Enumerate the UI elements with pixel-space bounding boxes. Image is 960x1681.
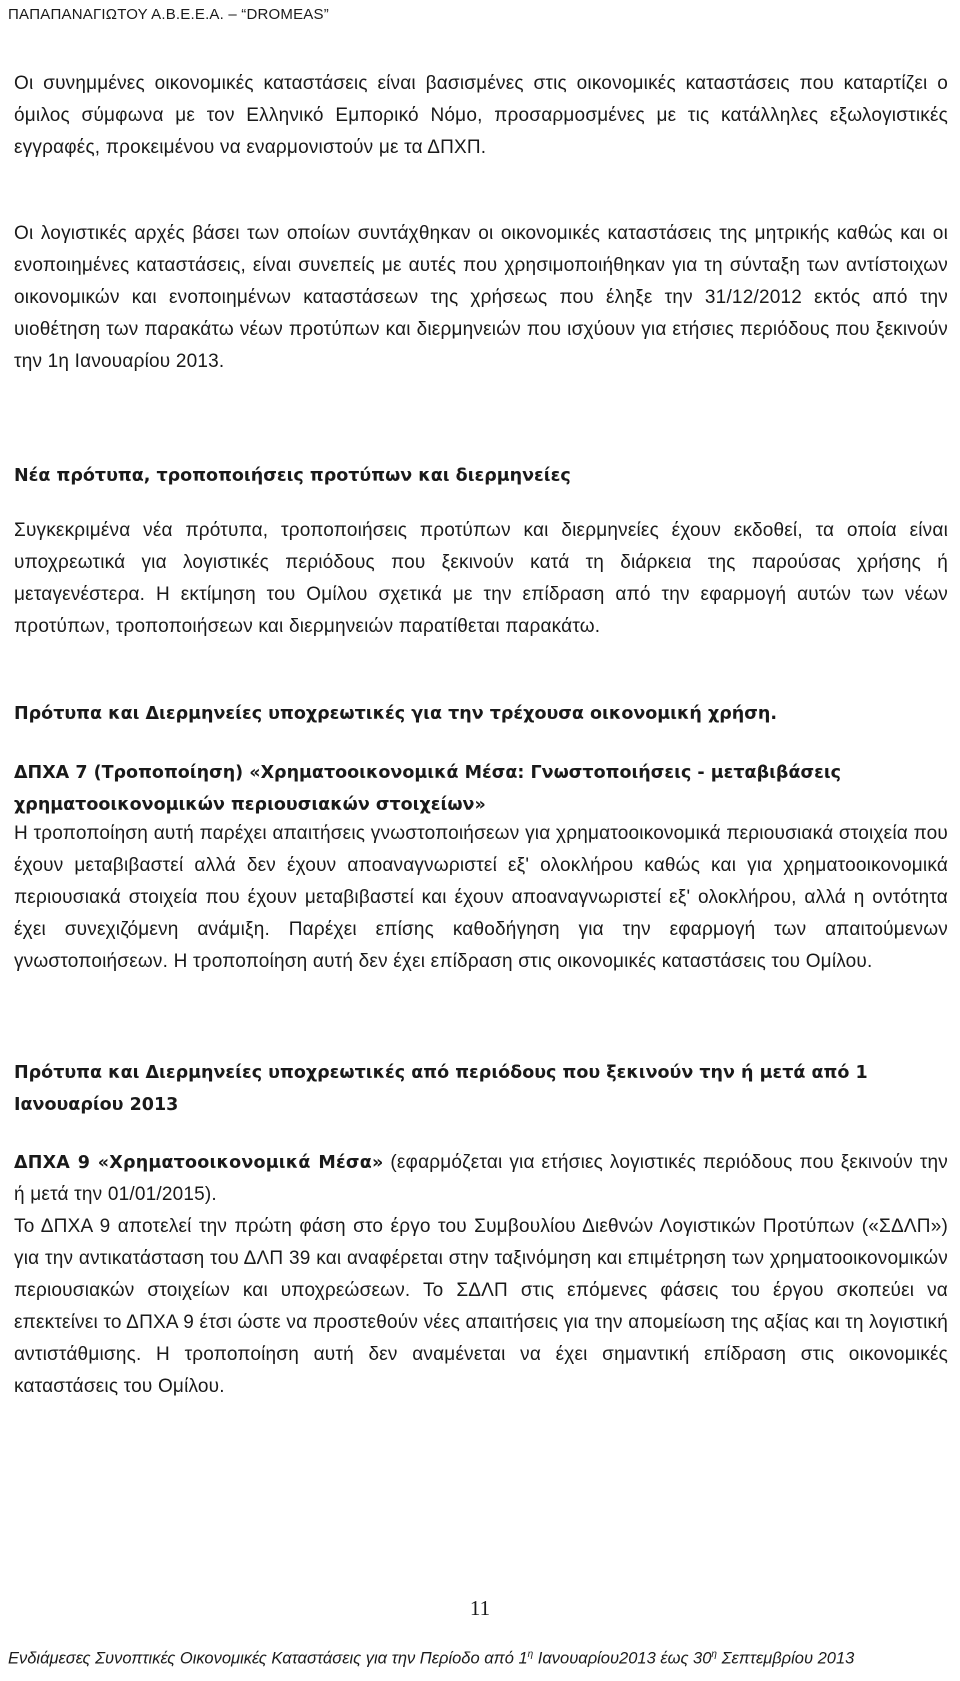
footer-superscript-1: η (527, 1649, 534, 1660)
footer-text-part3: Σεπτεμβρίου 2013 (716, 1649, 855, 1668)
footer-text-part1: Ενδιάμεσες Συνοπτικές Οικονομικές Καταστάσεις για την Περίοδο από 1 (8, 1649, 528, 1668)
page-header: ΠΑΠΑΠΑΝΑΓΙΩΤΟΥ Α.Β.Ε.Ε.Α. – “DROMEAS” (8, 6, 329, 23)
footer-superscript-2: η (711, 1649, 717, 1660)
ifrs9-title: ΔΠΧΑ 9 «Χρηματοοικονομικά Μέσα» (14, 1153, 384, 1173)
page-footer (8, 1649, 952, 1669)
paragraph-ifrs9: Το ΔΠΧΑ 9 αποτελεί την πρώτη φάση στο έργο του Συμβουλίου Διεθνών Λογιστικών Προτύπων («ΣΔΛΠ») για την αντικατάσταση του ΔΛΠ 39 και αναφέρεται στην ταξινόμηση και επιμέτρηση των χρηματοοικονομικών περιουσιακών στοιχείων και υποχρεώσεων. Το ΣΔΛΠ στις επόμενες φάσεις του έργου σκοπεύει να επεκτείνει το ΔΠΧΑ 9 έτσι ώστε να προστεθούν νέες απαιτήσεις για την απομείωση της αξίας και τη λογιστική αντιστάθμισης. Η τροποποίηση αυτή δεν αναμένεται να έχει σημαντική επίδραση στις οικονομικές καταστάσεις του Ομίλου. (14, 1216, 948, 1397)
paragraph-ifrs7: Η τροποποίηση αυτή παρέχει απαιτήσεις γνωστοποιήσεων για χρηματοοικονομικά περιουσιακά στοιχεία που έχουν μεταβιβαστεί αλλά δεν έχουν αποαναγνωριστεί εξ' ολοκλήρου καθώς και για χρηματοοικονομικά περιουσιακά στοιχεία που έχουν μεταβιβαστεί και έχουν αποαναγνωριστεί εξ' ολοκλήρου, αλλά η οντότητα έχει συνεχιζόμενη ανάμιξη. Παρέχει επίσης καθοδήγηση για την εφαρμογή των απαιτούμενων γνωστοποιήσεων. Η τροποποίηση αυτή δεν έχει επίδραση στις οικονομικές καταστάσεις του Ομίλου. (14, 823, 948, 972)
heading-ifrs7-amendment: ΔΠΧΑ 7 (Τροποποίηση) «Χρηματοοικονομικά Μέσα: Γνωστοποιήσεις - μεταβιβάσεις χρηματοοικονομικών περιουσιακών στοιχείων» (14, 763, 842, 815)
paragraph-accounting-principles: Οι λογιστικές αρχές βάσει των οποίων συντάχθηκαν οι οικονομικές καταστάσεις της μητρικής καθώς και οι ενοποιημένες καταστάσεις, είναι συνεπείς με αυτές που χρησιμοποιήθηκαν για τη σύνταξη των αντίστοιχων οικονομικών και ενοποιημένων καταστάσεων της χρήσεως που έληξε την 31/12/2012 εκτός από την υιοθέτηση των παρακάτω νέων προτύπων και διερμηνειών που ισχύουν για ετήσιες περιόδους που ξεκινούν την 1η Ιανουαρίου 2013. (14, 223, 948, 372)
ifrs9-applicability: (εφαρμόζεται για ετήσιες λογιστικές περιόδους που ξεκινούν την ή μετά την 01/01/2015). (14, 1152, 949, 1205)
heading-ifrs9 (14, 1147, 948, 1211)
paragraph-new-standards: Συγκεκριμένα νέα πρότυπα, τροποποιήσεις προτύπων και διερμηνείες έχουν εκδοθεί, τα οποία είναι υποχρεωτικά για λογιστικές περιόδους που ξεκινούν κατά τη διάρκεια της παρούσας χρήσης ή μεταγενέστερα. Η εκτίμηση του Ομίλου σχετικά με την επίδραση από την εφαρμογή αυτών των νέων προτύπων, τροποποιήσεων και διερμηνειών παρατίθεται παρακάτω. (14, 520, 948, 637)
section-heading-mandatory-current: Πρότυπα και Διερμηνείες υποχρεωτικές για την τρέχουσα οικονομική χρήση. (14, 704, 777, 724)
paragraph-consolidated-statements: Οι συνημμένες οικονομικές καταστάσεις είναι βασισμένες στις οικονομικές καταστάσεις που καταρτίζει ο όμιλος σύμφωνα με τον Ελληνικό Εμπορικό Νόμο, προσαρμοσμένες με τις κατάλληλες εξωλογιστικές εγγραφές, προκειμένου να εναρμονιστούν με τα ΔΠΧΠ. (14, 73, 948, 158)
footer-text-part2: Ιανουαρίου2013 έως 30 (533, 1649, 712, 1668)
page-number: 11 (469, 1596, 491, 1620)
section-heading-mandatory-future: Πρότυπα και Διερμηνείες υποχρεωτικές από περιόδους που ξεκινούν την ή μετά από 1 Ιανουαρίου 2013 (14, 1063, 868, 1115)
section-heading-new-standards: Νέα πρότυπα, τροποποιήσεις προτύπων και διερμηνείες (14, 466, 571, 486)
